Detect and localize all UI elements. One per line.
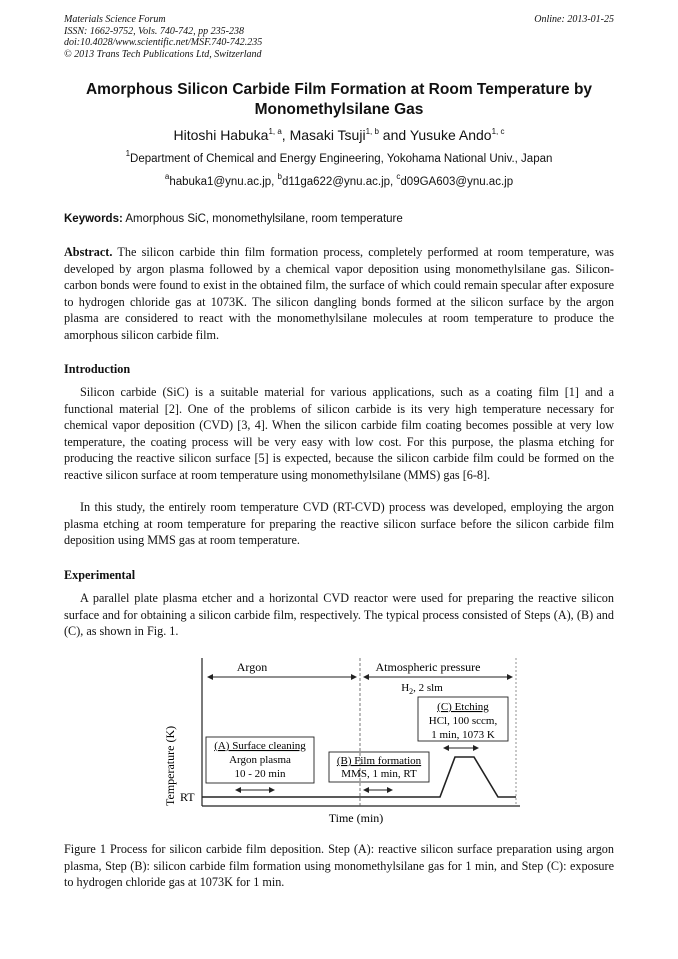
h2-subscript: 2	[409, 687, 414, 696]
step-a-title: (A) Surface cleaning	[214, 740, 306, 752]
email-address: d11ga622@ynu.ac.jp	[282, 176, 391, 188]
process-figure	[160, 654, 520, 830]
y-axis-label: Temperature (K)	[163, 725, 177, 806]
email-separator: ,	[271, 176, 278, 188]
email-address: habuka1@ynu.ac.jp	[169, 176, 272, 188]
author-and: and	[378, 127, 410, 143]
copyright-line: © 2013 Trans Tech Publications Ltd, Switzerland	[64, 48, 262, 60]
abstract-label: Abstract.	[64, 245, 113, 259]
email-sup: a	[164, 172, 170, 181]
affiliation-text: Department of Chemical and Energy Engineering, Yokohama National Univ., Japan	[130, 153, 553, 165]
issn-line: ISSN: 1662-9752, Vols. 740-742, pp 235-238	[64, 25, 244, 37]
author-sup: 1, b	[365, 127, 379, 136]
figure-caption: Figure 1 Process for silicon carbide film deposition. Step (A): reactive silicon surface preparation using argon plasma, Step (B): silicon carbide film formation using monomethylsilane gas for 1 min, and Step (C): exposure to hydrogen chloride gas at 1073K for 1 min.	[64, 842, 614, 890]
email-separator: ,	[390, 176, 397, 188]
intro-paragraph-2: In this study, the entirely room temperature CVD (RT-CVD) process was developed, employing the argon plasma etching at room temperature for preparing the reactive silicon surface before the silicon carbide film deposition using MMS gas at room temperature.	[64, 500, 614, 548]
step-b-line-1: MMS, 1 min, RT	[341, 768, 417, 780]
author-name: Hitoshi Habuka	[173, 127, 269, 143]
author-separator: ,	[281, 127, 290, 143]
step-c-line-1: HCl, 100 sccm,	[428, 715, 498, 727]
argon-label: Argon	[236, 660, 268, 674]
email-sup: b	[277, 172, 282, 181]
atmospheric-label: Atmospheric pressure	[375, 660, 481, 674]
doi-line: doi:10.4028/www.scientific.net/MSF.740-742.235	[64, 37, 263, 48]
h2-text: H	[401, 682, 410, 694]
step-c-title: (C) Etching	[437, 701, 489, 713]
email-list	[64, 172, 614, 188]
online-date: Online: 2013-01-25	[534, 14, 614, 25]
keywords-text: Amorphous SiC, monomethylsilane, room temperature	[122, 213, 403, 225]
keywords	[64, 213, 614, 225]
author-sup: 1, a	[268, 127, 282, 136]
step-a-line-2: 10 - 20 min	[234, 768, 286, 780]
email-sup: c	[396, 172, 401, 181]
step-c-line-2: 1 min, 1073 K	[431, 729, 495, 741]
section-heading-introduction: Introduction	[64, 362, 131, 376]
rt-label: RT	[180, 790, 195, 804]
step-a-line-1: Argon plasma	[229, 754, 291, 766]
author-list	[64, 127, 614, 143]
running-header	[64, 14, 262, 60]
affiliation	[64, 149, 614, 165]
author-name: Masaki Tsuji	[289, 127, 366, 143]
author-sup: 1, c	[491, 127, 505, 136]
experimental-paragraph-1: A parallel plate plasma etcher and a horizontal CVD reactor were used for preparing the reactive silicon surface and for obtaining a silicon carbide film, respectively. The typical process consisted of Steps (A), (B) and (C), as shown in Fig. 1.	[64, 591, 614, 639]
h2-label	[401, 682, 443, 696]
abstract-text: The silicon carbide thin film formation process, completely performed at room temperature, was developed by argon plasma followed by a chemical vapor deposition using monomethylsilane gas. Silicon-carbon bonds were found to exist in the obtained film, the surface of which could remain specular after exposure to hydrogen chloride gas at 1073K. The silicon dangling bonds formed at the silicon surface by the argon plasma are considered to react with the monomethylsilane molecules at room temperature to produce the amorphous silicon carbide film.	[64, 245, 614, 342]
x-axis-label: Time (min)	[328, 811, 384, 825]
abstract	[64, 244, 614, 344]
step-b-title: (B) Film formation	[336, 755, 422, 767]
paper-title: Amorphous Silicon Carbide Film Formation at Room Temperature by Monomethylsilane Gas	[85, 81, 593, 118]
journal-name: Materials Science Forum	[64, 14, 166, 25]
affiliation-sup: 1	[125, 149, 131, 158]
intro-paragraph-1: Silicon carbide (SiC) is a suitable material for various applications, such as a coating film [1] and a functional material [2]. One of the problems of silicon carbide is its very high temperature necessary for chemical vapor deposition (CVD) [3, 4]. When the silicon carbide film coating becomes possible at very low temperature, the coating process will be very easy with low cost. For this purpose, the plasma etching for producing the reactive silicon surface [5] is expected, because the silicon carbide film could be formed on the reactive silicon surface at room temperature using monomethylsilane (MMS) gas [6-8].	[64, 385, 614, 482]
author-name: Yusuke Ando	[409, 127, 492, 143]
h2-rest: , 2 slm	[413, 682, 443, 694]
keywords-label: Keywords:	[64, 213, 123, 225]
email-address: d09GA603@ynu.ac.jp	[400, 176, 514, 188]
section-heading-experimental: Experimental	[64, 568, 136, 582]
